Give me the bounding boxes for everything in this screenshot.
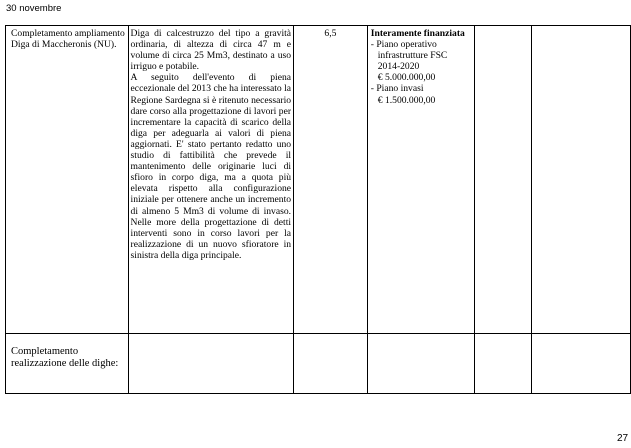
project-name: Completamento ampliamento Diga di Maccheronis (NU). — [11, 28, 125, 51]
dams-table — [5, 25, 631, 394]
table-row — [6, 334, 631, 394]
project-name-cell — [6, 26, 129, 334]
description-cell — [128, 26, 294, 334]
value-cell — [294, 26, 368, 334]
empty-cell — [531, 26, 630, 334]
page-number: 27 — [617, 433, 629, 444]
project-name-cell — [6, 334, 129, 394]
empty-cell — [475, 26, 532, 334]
financing-line: infrastrutture FSC — [377, 50, 448, 62]
financing-title: Interamente finanziata — [370, 28, 465, 39]
table-row — [6, 26, 631, 334]
description-paragraph: Diga di calcestruzzo del tipo a gravità ordinaria, di altezza di circa 47 m e volume di circa 25 Mm3, destinato a uso irriguo e potabile. — [130, 28, 292, 73]
financing-line: 2014-2020 — [377, 61, 420, 73]
empty-cell — [294, 334, 368, 394]
financing-line: - Piano operativo — [370, 39, 437, 51]
empty-cell — [475, 334, 532, 394]
value-text: 6,5 — [324, 28, 337, 39]
financing-line: € 1.500.000,00 — [377, 94, 436, 106]
empty-cell — [367, 334, 474, 394]
project-name: Completamento realizzazione delle dighe: — [11, 346, 119, 370]
financing-line: € 5.000.000,00 — [377, 72, 436, 84]
financing-cell — [367, 26, 474, 334]
description-paragraph: A seguito dell'evento di piena eccezionale del 2013 che ha interessato la Regione Sardegna si è ritenuto necessario dare corso alla progettazione di lavori per incrementare la capacità di scarico della diga per adeguarla ai valori di piena aggiornati. E' stato pertanto redatto uno studio di fattibilità che prevede il mantenimento delle originarie luci di sfioro in corpo diga, ma a quota più elevata rispetto alla configurazione iniziale per ottenere anche un incremento di almeno 5 Mm3 di volume di invaso. Nelle more della progettazione di detti interventi sono in corso lavori per la realizzazione di un nuovo sfioratore in sinistra della diga principale. — [130, 72, 292, 261]
empty-cell — [128, 334, 294, 394]
financing-line: - Piano invasi — [370, 83, 424, 95]
empty-cell — [531, 334, 630, 394]
page-header-date: 30 novembre — [6, 3, 62, 14]
